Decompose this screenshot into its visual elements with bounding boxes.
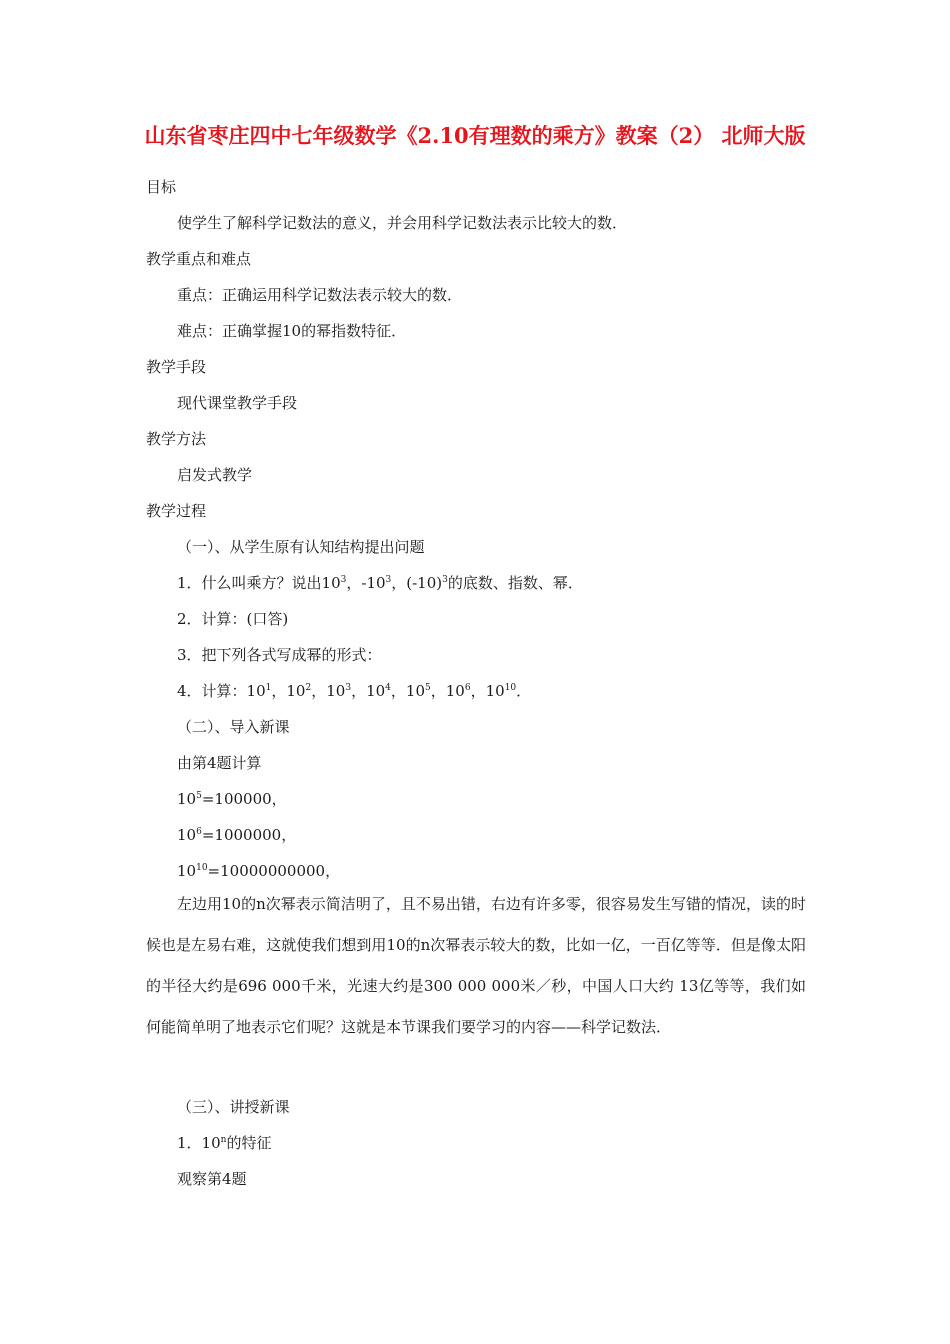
section-3-heading: （三）、讲授新课 (177, 1098, 290, 1116)
power-exponent: 3 (345, 683, 352, 693)
power-base: 10 (405, 682, 426, 700)
means-heading: 教学手段 (146, 358, 207, 376)
item-1: 1．10$^n$的特征 (177, 1134, 272, 1152)
equation-3: $10^{10}=10000000000$， (177, 862, 341, 880)
power-list (247, 682, 532, 700)
separator: ， (351, 682, 367, 700)
equation-2: $10^6=1000000$， (177, 826, 297, 844)
power-base: 10 (286, 682, 306, 700)
means-text: 现代课堂教学手段 (177, 394, 298, 412)
intro-paragraph: 左边用10的n次幂表示简洁明了，且不易出错，右边有许多零，很容易发生写错的情况，读的时候也是左易右难，这就使我们想到用10的n次幂表示较大的数，比如一亿，一百亿等等．但是像太阳的半径大约是696 000千米，光速大约是300 000 000米／秒，中国人口大约 13亿等等，我们如何能简单明了地表示它们呢？这就是本节课我们要学习的内容——科学记数法． (146, 895, 806, 1036)
power-base: 10 (366, 682, 386, 700)
power-exponent: 5 (425, 683, 431, 693)
key-heading: 教学重点和难点 (146, 250, 252, 268)
separator: ， (390, 682, 406, 700)
power-exponent: 2 (305, 683, 312, 693)
observe-line: 观察第4题 (177, 1170, 247, 1188)
equation-1: $10^5=100000$， (177, 790, 287, 808)
question-2: 2．计算：(口答) (177, 610, 289, 628)
document-title: 山东省枣庄四中七年级数学《2.10有理数的乘方》教案（2） 北师大版 (144, 123, 806, 148)
separator: ， (470, 682, 486, 700)
key-point: 重点：正确运用科学记数法表示较大的数． (177, 286, 463, 304)
power-base: 10 (326, 682, 346, 700)
power-base: 10 (246, 682, 266, 700)
section-1-heading: （一）、从学生原有认知结构提出问题 (177, 538, 425, 556)
process-heading: 教学过程 (146, 502, 207, 520)
separator: ， (430, 682, 446, 700)
from-question-4: 由第4题计算 (177, 754, 262, 772)
separator: ． (516, 682, 532, 700)
power-exponent: 6 (464, 683, 471, 693)
separator: ， (271, 682, 287, 700)
question-3: 3．把下列各式写成幂的形式： (177, 646, 382, 664)
method-text: 启发式教学 (177, 466, 253, 484)
power-base: 10 (485, 682, 505, 700)
power-exponent: 10 (504, 683, 517, 693)
power-exponent: 4 (385, 683, 391, 693)
hard-point: 难点：正确掌握10的幂指数特征． (177, 322, 407, 340)
power-base: 10 (445, 682, 465, 700)
goal-heading: 目标 (146, 178, 177, 196)
power-exponent: 1 (265, 683, 272, 693)
method-heading: 教学方法 (146, 430, 207, 448)
question-4: 4．计算：$10^1$，$10^2$，$10^3$，$10^4$，$10^5$，$10^6$，$10^{10}$． (177, 682, 532, 700)
question-1: 1．什么叫乘方？说出$10^3$，$-10^3$，$(-10)^3$的底数、指数、幂． (177, 574, 583, 592)
separator: ， (311, 682, 327, 700)
section-2-heading: （二）、导入新课 (177, 718, 290, 736)
goal-text: 使学生了解科学记数法的意义，并会用科学记数法表示比较大的数． (177, 214, 628, 232)
